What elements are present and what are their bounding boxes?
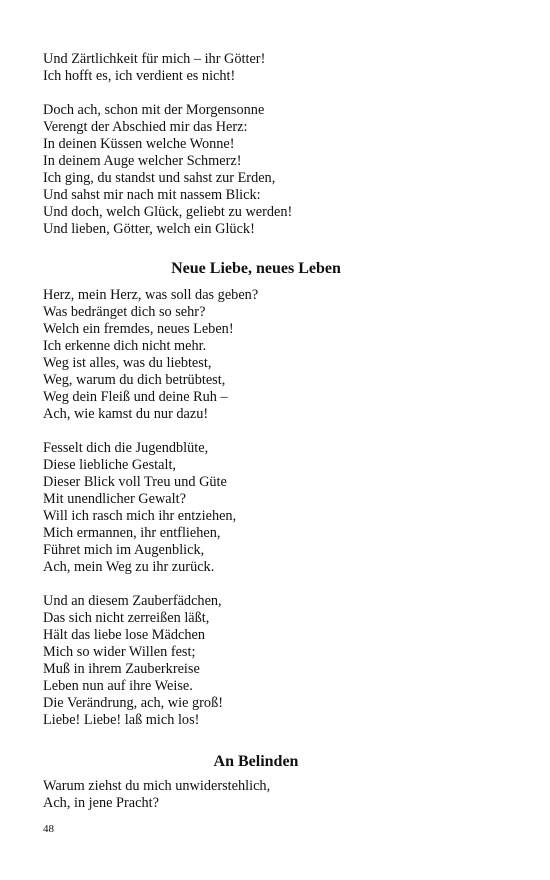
verse-line: Doch ach, schon mit der Morgensonne — [43, 102, 265, 118]
book-page — [43, 51, 513, 812]
page-number: 48 — [43, 823, 54, 835]
stanza-continuation-2 — [43, 102, 513, 238]
verse-line: Muß in ihrem Zauberkreise — [43, 661, 200, 677]
verse-line: Hält das liebe lose Mädchen — [43, 627, 205, 643]
verse-line: Ich erkenne dich nicht mehr. — [43, 338, 207, 354]
verse-line: Und sahst mir nach mit nassem Blick: — [43, 187, 261, 203]
verse-line: In deinen Küssen welche Wonne! — [43, 136, 235, 152]
poem2-stanza-2 — [43, 440, 513, 576]
verse-line: Ich ging, du standst und sahst zur Erden, — [43, 170, 276, 186]
verse-line: Und an diesem Zauberfädchen, — [43, 593, 222, 609]
verse-line: Mich ermannen, ihr entfliehen, — [43, 525, 221, 541]
verse-line: Diese liebliche Gestalt, — [43, 457, 176, 473]
verse-line: Will ich rasch mich ihr entziehen, — [43, 508, 237, 524]
verse-line: Liebe! Liebe! laß mich los! — [43, 712, 200, 728]
verse-line: Dieser Blick voll Treu und Güte — [43, 474, 227, 490]
verse-line: Herz, mein Herz, was soll das geben? — [43, 287, 259, 303]
verse-line: Ach, mein Weg zu ihr zurück. — [43, 559, 215, 575]
poem3-stanza-1 — [43, 778, 513, 812]
verse-line: Fesselt dich die Jugendblüte, — [43, 440, 209, 456]
verse-line: Leben nun auf ihre Weise. — [43, 678, 193, 694]
verse-line: Und doch, welch Glück, geliebt zu werden! — [43, 204, 293, 220]
verse-line: In deinem Auge welcher Schmerz! — [43, 153, 242, 169]
verse-line: Weg dein Fleiß und deine Ruh – — [43, 389, 228, 405]
verse-line: Die Verändrung, ach, wie groß! — [43, 695, 223, 711]
verse-line: Was bedränget dich so sehr? — [43, 304, 206, 320]
verse-line: Führet mich im Augenblick, — [43, 542, 205, 558]
verse-line: Und lieben, Götter, welch ein Glück! — [43, 221, 255, 237]
verse-line: Weg ist alles, was du liebtest, — [43, 355, 212, 371]
stanza-continuation-1 — [43, 51, 513, 85]
verse-line: Warum ziehst du mich unwiderstehlich, — [43, 778, 271, 794]
verse-line: Und Zärtlichkeit für mich – ihr Götter! — [43, 51, 266, 67]
verse-line: Welch ein fremdes, neues Leben! — [43, 321, 234, 337]
verse-line: Weg, warum du dich betrübtest, — [43, 372, 226, 388]
poem-title: An Belinden — [213, 753, 299, 770]
verse-line: Ach, in jene Pracht? — [43, 795, 159, 811]
verse-line: Verengt der Abschied mir das Herz: — [43, 119, 248, 135]
verse-line: Mich so wider Willen fest; — [43, 644, 196, 660]
verse-line: Mit unendlicher Gewalt? — [43, 491, 186, 507]
verse-line: Das sich nicht zerreißen läßt, — [43, 610, 210, 626]
poem2-stanza-1 — [43, 287, 513, 423]
verse-line: Ich hofft es, ich verdient es nicht! — [43, 68, 236, 84]
poem-title: Neue Liebe, neues Leben — [171, 260, 341, 277]
verse-line: Ach, wie kamst du nur dazu! — [43, 406, 209, 422]
poem2-stanza-3 — [43, 593, 513, 729]
